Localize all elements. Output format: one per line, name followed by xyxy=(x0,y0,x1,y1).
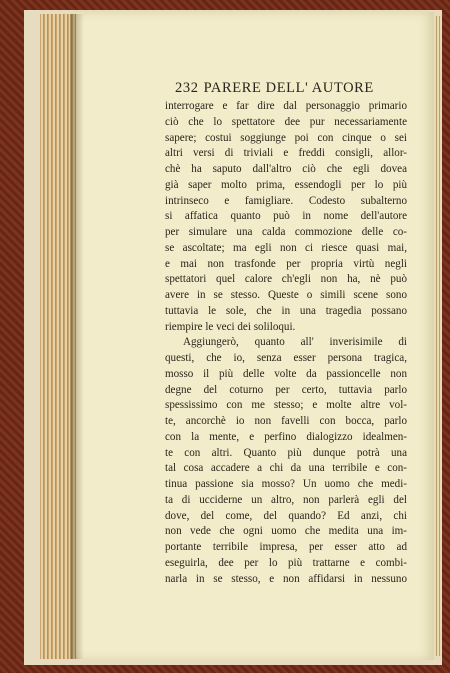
text-line: altri versi di triviali e freddi consigli, allor- xyxy=(165,147,407,160)
text-line: ciò che lo spettatore dee pur necessariamente xyxy=(165,115,407,128)
text-line: dove, del come, del quando? Ed anzi, chi xyxy=(165,509,407,522)
text-line: ta di ucciderne un altro, non parlerà egli del xyxy=(165,493,407,506)
text-line: spessissimo con me stesso; e molte altre vol- xyxy=(165,399,407,412)
text-line: te, ancorchè io non favelli con bocca, parlo xyxy=(165,415,407,427)
text-line: si affatica quanto può in nome dell'autore xyxy=(165,210,407,223)
text-line: riempire le veci dei soliloqui. xyxy=(165,320,296,333)
text-line: tal cosa accadere a chi da una terribile e con- xyxy=(165,462,407,475)
text-line: intrinseco e famigliare. Codesto subalterno xyxy=(165,194,407,207)
page-number: 232 xyxy=(175,80,199,96)
text-line: eseguirla, dee per lo più trattarne e combi- xyxy=(165,556,407,569)
text-line: degne del coturno per certo, tuttavia parlo xyxy=(165,383,407,396)
text-line: sapere; costui soggiunge poi con cinque o sei xyxy=(165,131,407,144)
page-header xyxy=(175,80,405,97)
text-line: te con altri. Quanto più dunque potrà una xyxy=(165,446,407,459)
text-line: mosso il più delle volte da passioncelle non xyxy=(165,367,407,380)
text-line: questi, che io, senza esser persona tragica, xyxy=(165,352,407,364)
text-line: con la mente, e perfino dialogizzo idealmen- xyxy=(165,430,407,443)
text-line: spettatori quel calore ch'egli non ha, nè può xyxy=(165,273,407,286)
text-line: tinua passione sia mosso? Un uomo che medi- xyxy=(165,478,407,490)
text-line: se ascoltate; ma egli non ci riesce quasi mai, xyxy=(165,241,407,254)
text-line: interrogare e far dire dal personaggio primario xyxy=(165,100,407,112)
text-line: narla in se stesso, e non affidarsi in nessuno xyxy=(165,572,407,585)
text-line: portante terribile impresa, per esser atto ad xyxy=(165,541,407,553)
text-line: già saper molto prima, essendogli per lo più xyxy=(165,178,407,191)
gutter-shadow xyxy=(70,14,84,659)
text-line: Aggiungerò, quanto all' inverisimile di xyxy=(183,336,407,349)
text-line: non vede che ogni uomo che medita una im- xyxy=(165,525,407,538)
page-edges-right xyxy=(433,16,442,656)
text-line: per simulare una calda commozione delle co- xyxy=(165,226,407,238)
text-line: e mai non trasfonde per propria virtù negli xyxy=(165,257,407,270)
running-title: PARERE DELL' AUTORE xyxy=(203,80,374,96)
body-text xyxy=(165,99,407,587)
text-line: chè ha saputo dall'altro ciò che egli dovea xyxy=(165,163,407,175)
text-line: tuttavia le sole, che in una tragedia possano xyxy=(165,304,407,317)
text-line: avere in se stesso. Queste o simili scene sono xyxy=(165,289,407,301)
paragraph xyxy=(165,99,407,335)
paragraph xyxy=(165,335,407,587)
